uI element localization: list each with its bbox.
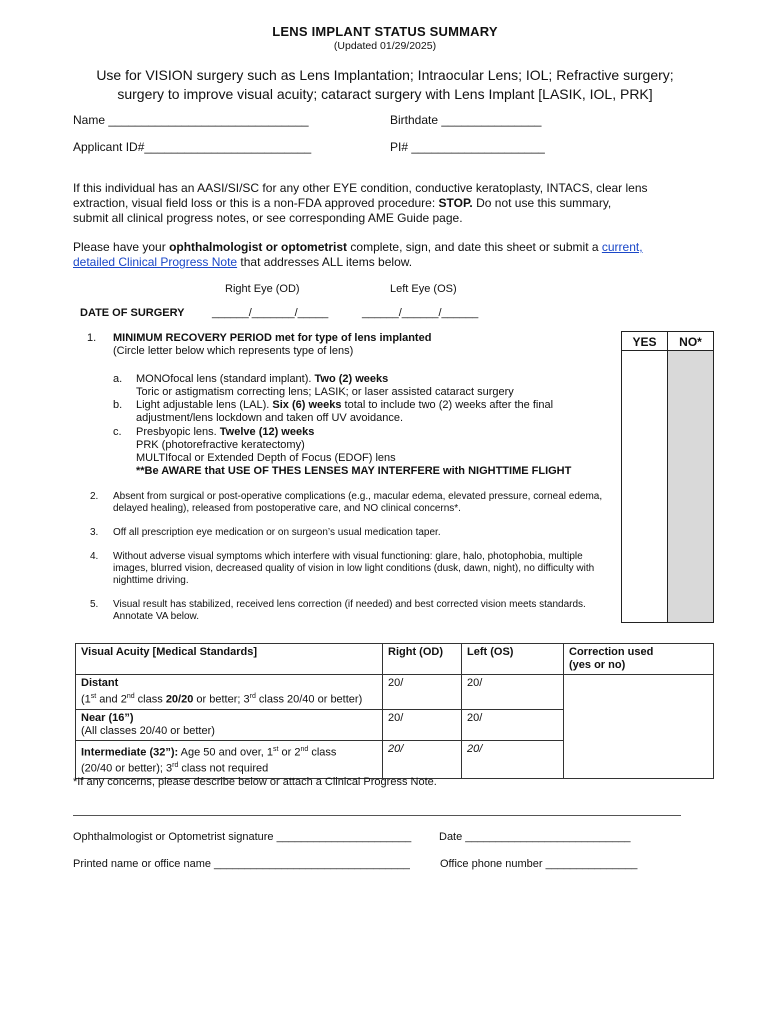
pi-field[interactable]: PI# ____________________ (390, 140, 545, 154)
item-4-line-2: images, blurred vision, decreased quality of vision in low light conditions (dusk, dawn, night), no difficulty with (113, 563, 595, 574)
instruction-text-2: complete, sign, and date this sheet or submit a (347, 240, 602, 254)
left-eye-label: Left Eye (OS) (390, 283, 457, 295)
stop-text: STOP. (438, 196, 473, 210)
concerns-note: *If any concerns, please describe below or attach a Clinical Progress Note. (73, 776, 437, 788)
option-b-rest: total to include two (2) weeks after the final (341, 399, 554, 411)
table-header-acuity: Visual Acuity [Medical Standards] (76, 644, 383, 675)
instruction-text: Please have your (73, 240, 170, 254)
item-4-line-1: Without adverse visual symptoms which interfere with visual functioning: glare, halo, photophobia, multiple (113, 551, 583, 562)
right-eye-label: Right Eye (OD) (225, 283, 300, 295)
distant-sup: st (90, 693, 97, 700)
right-eye-surgery-date[interactable]: ______/_______/_____ (212, 307, 329, 319)
table-header-left: Left (OS) (462, 644, 564, 675)
item-1-subtitle: (Circle letter below which represents type of lens) (113, 345, 354, 357)
concerns-line[interactable] (73, 815, 681, 816)
near-subtitle: (All classes 20/40 or better) (81, 724, 215, 737)
intermediate-text: (20/40 or better); 3 (81, 762, 173, 775)
intermediate-text: class not required (178, 762, 269, 775)
updated-date: (Updated 01/29/2025) (333, 40, 437, 52)
option-b-text (136, 399, 553, 412)
intermediate-cell (76, 740, 383, 778)
warning-text: extraction, visual field loss or this is a non-FDA approved procedure: (73, 196, 439, 210)
no-header (667, 331, 714, 351)
page-title: LENS IMPLANT STATUS SUMMARY (272, 24, 498, 39)
item-1-title: MINIMUM RECOVERY PERIOD met for type of lens implanted (113, 332, 432, 344)
item-4-line-3: nighttime driving. (113, 575, 189, 586)
instruction-text-3: that addresses ALL items below. (237, 255, 413, 269)
item-5-line-2: Annotate VA below. (113, 611, 199, 622)
clinical-progress-note-link[interactable]: detailed Clinical Progress Note (73, 255, 238, 269)
applicant-id-field[interactable]: Applicant ID#_________________________ (73, 140, 312, 154)
near-left-input[interactable]: 20/ (462, 709, 564, 740)
intermediate-title: Intermediate (32”): (81, 746, 179, 759)
option-a-letter[interactable]: a. (113, 373, 123, 385)
table-header-correction (564, 644, 714, 675)
near-right-input[interactable]: 20/ (383, 709, 462, 740)
item-4-text (113, 551, 594, 587)
distant-sup: nd (126, 693, 135, 700)
distant-title: Distant (81, 677, 119, 689)
instruction-bold: ophthalmologist or optometrist (169, 240, 348, 254)
distant-cell (76, 675, 383, 710)
purpose-line-2: surgery to improve visual acuity; cataract surgery with Lens Implant [LASIK, IOL, PRK] (117, 86, 653, 102)
item-2-number: 2. (90, 491, 99, 502)
option-c-text (136, 426, 314, 439)
option-c-line-3: MULTIfocal or Extended Depth of Focus (EDOF) lens (136, 452, 396, 464)
item-2-text (113, 491, 602, 515)
distant-text: class (134, 693, 166, 706)
distant-text: class 20/40 or better) (255, 693, 363, 706)
option-b-letter[interactable]: b. (113, 399, 123, 411)
yes-header (621, 331, 668, 351)
option-a-line-2: Toric or astigmatism correcting lens; LASIK; or laser assisted cataract surgery (136, 386, 514, 398)
item-5-text (113, 599, 586, 623)
intermediate-left-input[interactable]: 20/ (462, 740, 564, 778)
distant-text: (1 (81, 693, 91, 706)
distant-right-input[interactable]: 20/ (383, 675, 462, 710)
signature-field[interactable]: Ophthalmologist or Optometrist signature ______________________ (73, 831, 412, 843)
item-3-text: Off all prescription eye medication or on surgeon’s usual medication taper. (113, 527, 441, 538)
nighttime-flight-warning: **Be AWARE that USE OF THES LENSES MAY INTERFERE with NIGHTTIME FLIGHT (136, 465, 572, 477)
correction-used-input[interactable] (564, 675, 714, 779)
table-header-row (76, 644, 714, 675)
current-link[interactable]: current, (601, 240, 643, 254)
intermediate-sup: rd (172, 762, 179, 770)
item-5-number: 5. (90, 599, 99, 610)
office-phone-field[interactable]: Office phone number _______________ (440, 858, 638, 870)
near-cell (76, 709, 383, 740)
option-c-letter[interactable]: c. (113, 426, 122, 438)
yes-column[interactable] (621, 350, 668, 623)
near-title: Near (16”) (81, 711, 134, 724)
instruction-paragraph (73, 240, 713, 270)
intermediate-sup: st (273, 745, 279, 753)
printed-name-field[interactable]: Printed name or office name ________________________________ (73, 858, 410, 870)
option-b-label: Light adjustable lens (LAL). (136, 399, 273, 411)
distant-standard: 20/20 (165, 693, 194, 706)
table-row (76, 675, 714, 710)
item-5-line-1: Visual result has stabilized, received lens correction (if needed) and best corrected vision meets standards. (113, 599, 586, 610)
birthdate-field[interactable]: Birthdate _______________ (390, 113, 542, 127)
warning-text-end: Do not use this summary, (472, 196, 612, 210)
distant-text: and 2 (96, 693, 127, 706)
date-field[interactable]: Date ___________________________ (439, 831, 631, 843)
no-column[interactable] (667, 350, 714, 623)
option-a-period: Two (2) weeks (314, 373, 389, 385)
visual-acuity-table (75, 643, 714, 779)
option-a-text (136, 373, 388, 386)
table-header-right: Right (OD) (383, 644, 462, 675)
warning-line-1: If this individual has an AASI/SI/SC for any other EYE condition, conductive keratoplasty, INTACS, clear lens (73, 181, 648, 195)
distant-sup: rd (249, 693, 256, 700)
intermediate-right-input[interactable]: 20/ (383, 740, 462, 778)
intermediate-text: or 2 (278, 746, 301, 759)
distant-text: or better; 3 (193, 693, 250, 706)
option-c-line-2: PRK (photorefractive keratectomy) (136, 439, 305, 451)
option-b-line-2: adjustment/lens lockdown and taken off UV avoidance. (136, 412, 404, 424)
intermediate-sup: nd (300, 745, 309, 753)
warning-paragraph (73, 181, 713, 226)
no-header-label: NO* (679, 335, 702, 349)
item-1-number: 1. (87, 332, 97, 344)
option-a-label: MONOfocal lens (standard implant). (136, 373, 315, 385)
item-4-number: 4. (90, 551, 99, 562)
purpose-line-1: Use for VISION surgery such as Lens Implantation; Intraocular Lens; IOL; Refractive surgery; (96, 67, 674, 83)
purpose-text (0, 66, 770, 104)
yes-header-label: YES (632, 335, 657, 349)
correction-header-line-2: (yes or no) (569, 659, 626, 671)
name-field[interactable]: Name ______________________________ (73, 113, 309, 127)
distant-left-input[interactable]: 20/ (462, 675, 564, 710)
date-of-surgery-label: DATE OF SURGERY (80, 307, 185, 319)
option-b-period: Six (6) weeks (272, 399, 342, 411)
option-c-label: Presbyopic lens. (136, 426, 220, 438)
item-3-number: 3. (90, 527, 99, 538)
intermediate-text: Age 50 and over, 1 (178, 746, 274, 759)
left-eye-surgery-date[interactable]: ______/______/______ (362, 307, 479, 319)
item-2-line-2: delayed healing), released from postoperative care, and NO clinical concerns*. (113, 503, 461, 514)
intermediate-text: class (308, 746, 337, 759)
correction-header-line-1: Correction used (569, 646, 654, 658)
warning-line-2 (73, 196, 713, 211)
warning-line-3: submit all clinical progress notes, or see corresponding AME Guide page. (73, 211, 463, 225)
option-c-period: Twelve (12) weeks (219, 426, 315, 438)
item-2-line-1: Absent from surgical or post-operative complications (e.g., macular edema, elevated pressure, corneal edema, (113, 491, 603, 502)
